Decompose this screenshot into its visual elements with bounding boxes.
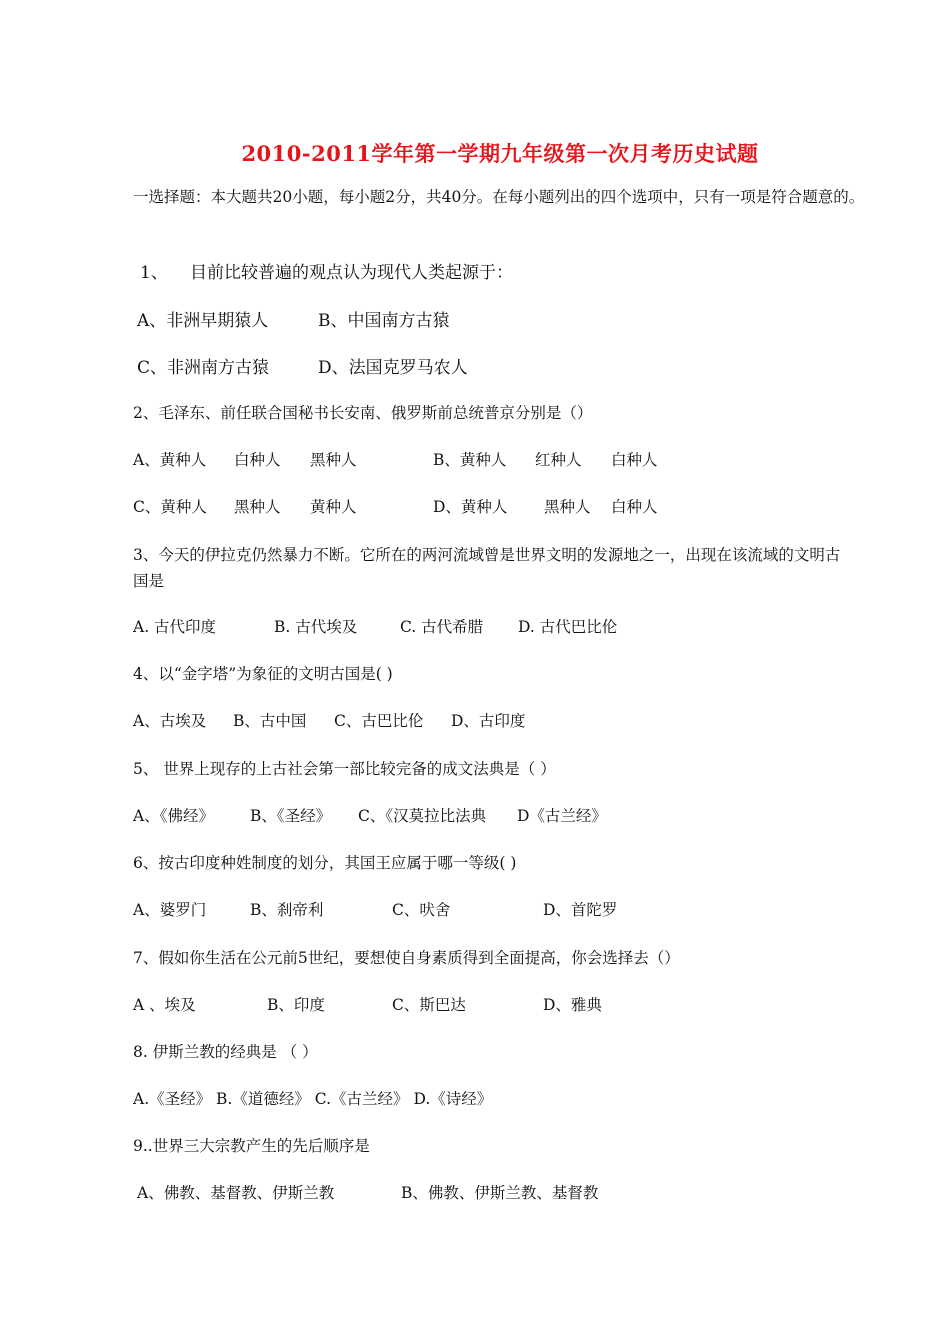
question-9-option-b: B、佛教、伊斯兰教、基督教 <box>401 1184 599 1202</box>
question-3-stem: 3、今天的伊拉克仍然暴力不断。它所在的两河流域曾是世界文明的发源地之一，出现在该流域的文明古国是 <box>133 546 841 590</box>
question-4-option-a: A、古埃及 <box>133 712 207 730</box>
question-1-option-b: B、中国南方古猿 <box>318 311 450 331</box>
question-5-stem: 5、 世界上现存的上古社会第一部比较完备的成文法典是（ ） <box>133 760 556 778</box>
question-2-option-b: B、黄种人 <box>433 451 507 469</box>
section-intro: 一选择题：本大题共20小题，每小题2分，共40分。在每小题列出的四个选项中，只有一项是符合题意的。 <box>133 188 865 206</box>
question-3-option-a: A. 古代印度 <box>133 618 217 636</box>
question-1-option-c: C、非洲南方古猿 <box>137 358 270 378</box>
question-2-option-c-3: 黄种人 <box>310 498 357 516</box>
question-2-option-a-3: 黑种人 <box>310 451 357 469</box>
question-1-number: 1、 <box>140 263 168 283</box>
question-9-stem: 9..世界三大宗教产生的先后顺序是 <box>133 1137 370 1155</box>
question-5-option-b: B、《圣经》 <box>250 807 332 825</box>
question-6-option-a: A、婆罗门 <box>133 901 207 919</box>
question-4-option-b: B、古中国 <box>233 712 307 730</box>
question-2-option-a-2: 白种人 <box>234 451 281 469</box>
question-9-option-a: A、佛教、基督教、伊斯兰教 <box>137 1184 335 1202</box>
question-1-option-a: A、非洲早期猿人 <box>137 311 269 331</box>
question-2-option-b-3: 白种人 <box>611 451 658 469</box>
question-4-stem: 4、以“金字塔”为象征的文明古国是( ) <box>133 665 393 683</box>
question-2-option-d: D、黄种人 <box>433 498 508 516</box>
question-7-option-d: D、雅典 <box>543 996 602 1014</box>
question-2-option-a: A、黄种人 <box>133 451 207 469</box>
question-6-stem: 6、按古印度种姓制度的划分，其国王应属于哪一等级( ) <box>133 854 517 872</box>
question-7-stem: 7、假如你生活在公元前5世纪，要想使自身素质得到全面提高，你会选择去（） <box>133 949 680 967</box>
question-6-option-c: C、吠舍 <box>392 901 451 919</box>
question-2-stem: 2、毛泽东、前任联合国秘书长安南、俄罗斯前总统普京分别是（） <box>133 404 593 422</box>
page-title: 2010-2011学年第一学期九年级第一次月考历史试题 <box>241 141 759 166</box>
question-5-option-d: D《古兰经》 <box>517 807 607 825</box>
question-8-options: A.《圣经》 B.《道德经》 C.《古兰经》 D.《诗经》 <box>133 1090 493 1108</box>
question-7-option-a: A 、埃及 <box>133 996 196 1014</box>
question-2-option-d-2: 黑种人 <box>544 498 591 516</box>
question-2-option-c-2: 黑种人 <box>234 498 281 516</box>
question-1-stem: 目前比较普遍的观点认为现代人类起源于： <box>190 263 513 283</box>
question-4-option-c: C、古巴比伦 <box>334 712 424 730</box>
question-7-option-c: C、斯巴达 <box>392 996 466 1014</box>
question-2-option-c: C、黄种人 <box>133 498 207 516</box>
question-5-option-a: A、《佛经》 <box>133 807 214 825</box>
question-8-stem: 8. 伊斯兰教的经典是 （ ） <box>133 1043 318 1061</box>
question-3-option-d: D. 古代巴比伦 <box>518 618 618 636</box>
question-4-option-d: D、古印度 <box>451 712 526 730</box>
question-2-option-d-3: 白种人 <box>611 498 658 516</box>
question-5-option-c: C、《汉莫拉比法典 <box>358 807 487 825</box>
question-6-option-b: B、刹帝利 <box>250 901 324 919</box>
question-3-option-c: C. 古代希腊 <box>400 618 484 636</box>
question-7-option-b: B、印度 <box>267 996 325 1014</box>
question-6-option-d: D、首陀罗 <box>543 901 618 919</box>
question-3-option-b: B. 古代埃及 <box>274 618 358 636</box>
question-2-option-b-2: 红种人 <box>535 451 582 469</box>
question-1-option-d: D、法国克罗马农人 <box>318 358 468 378</box>
